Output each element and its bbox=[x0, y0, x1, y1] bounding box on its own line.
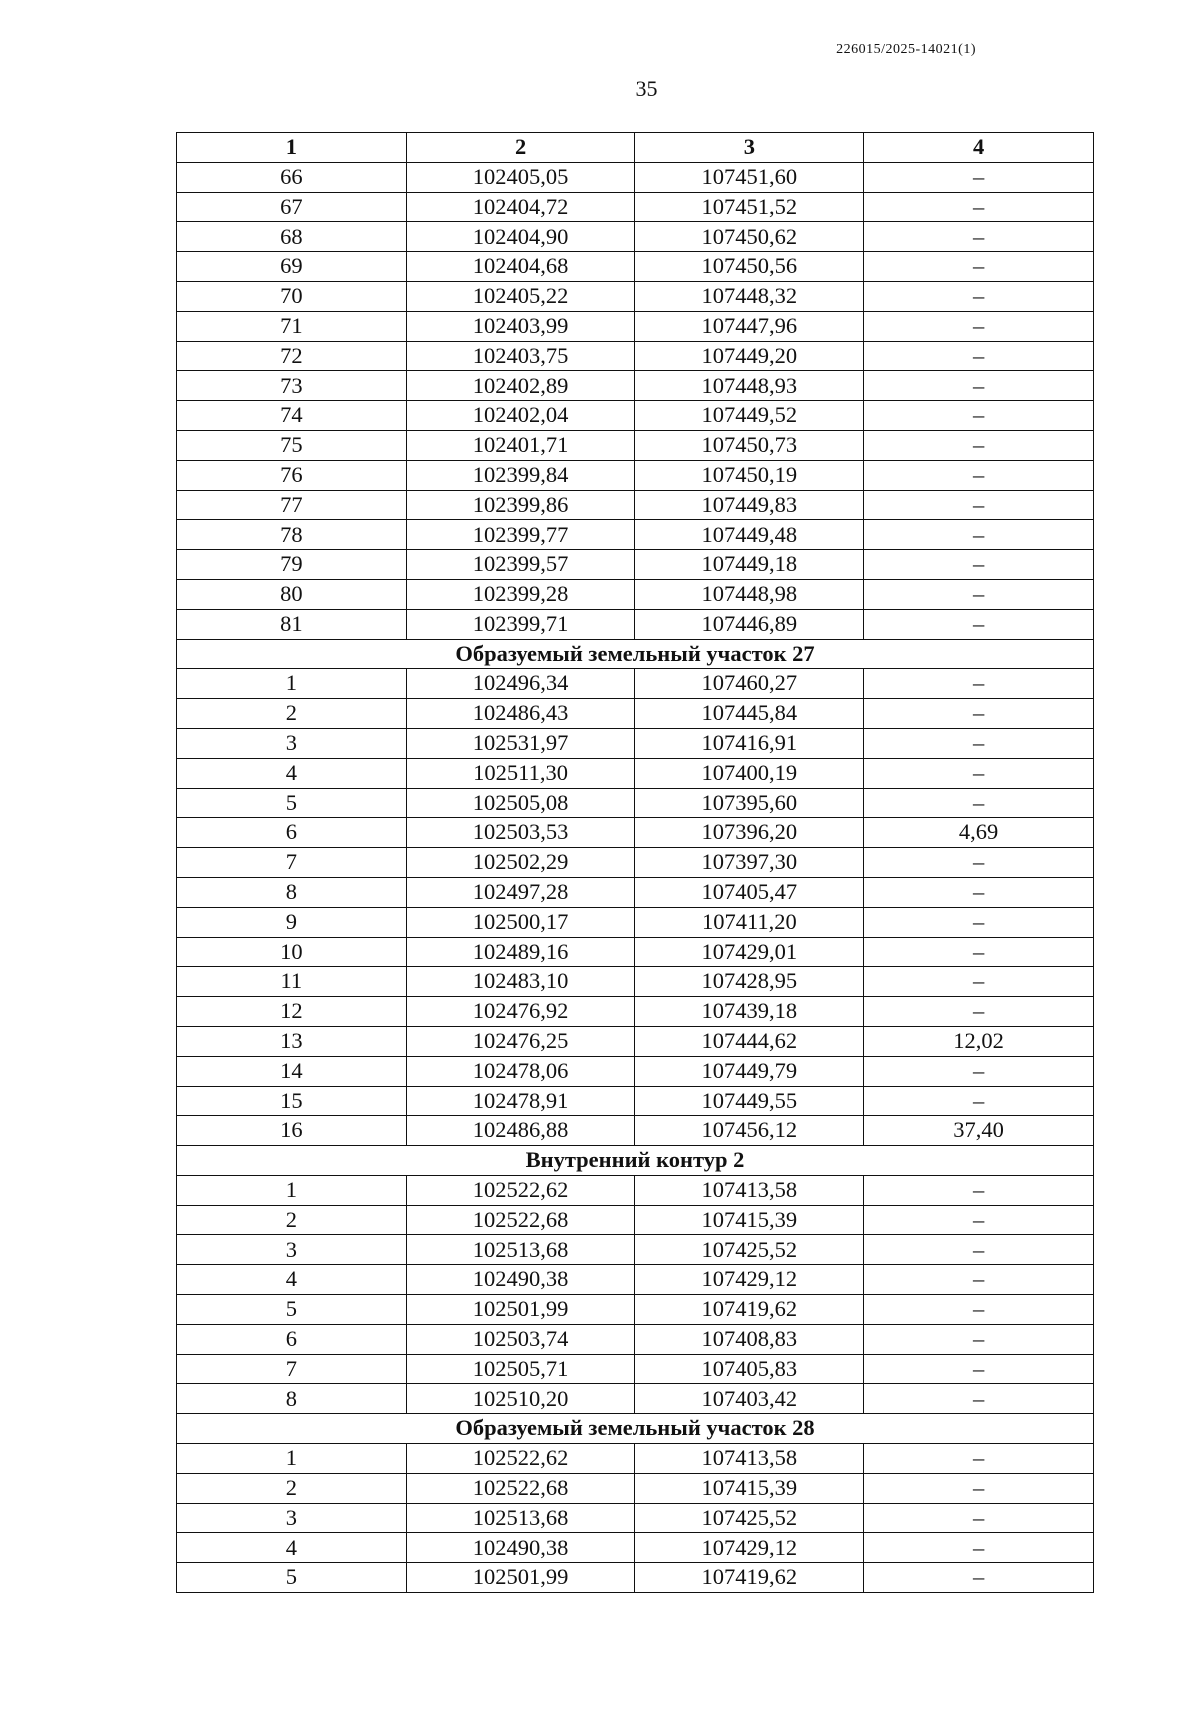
distance-value: – bbox=[864, 1473, 1094, 1503]
distance-value: – bbox=[864, 252, 1094, 282]
x-coordinate: 102502,29 bbox=[406, 848, 635, 878]
point-number: 81 bbox=[177, 609, 407, 639]
table-row bbox=[177, 907, 1094, 937]
x-coordinate: 102403,99 bbox=[406, 311, 635, 341]
y-coordinate: 107444,62 bbox=[635, 1026, 864, 1056]
x-coordinate: 102513,68 bbox=[406, 1235, 635, 1265]
y-coordinate: 107439,18 bbox=[635, 997, 864, 1027]
table-row bbox=[177, 1295, 1094, 1325]
x-coordinate: 102503,74 bbox=[406, 1324, 635, 1354]
section-title: Образуемый земельный участок 27 bbox=[177, 639, 1094, 669]
table-row bbox=[177, 1086, 1094, 1116]
distance-value: – bbox=[864, 311, 1094, 341]
table-row bbox=[177, 579, 1094, 609]
distance-value: – bbox=[864, 460, 1094, 490]
y-coordinate: 107450,62 bbox=[635, 222, 864, 252]
table-row bbox=[177, 1563, 1094, 1593]
y-coordinate: 107446,89 bbox=[635, 609, 864, 639]
point-number: 12 bbox=[177, 997, 407, 1027]
point-number: 5 bbox=[177, 1295, 407, 1325]
point-number: 4 bbox=[177, 758, 407, 788]
point-number: 68 bbox=[177, 222, 407, 252]
section-row bbox=[177, 1414, 1094, 1444]
table-row bbox=[177, 1324, 1094, 1354]
y-coordinate: 107408,83 bbox=[635, 1324, 864, 1354]
distance-value: – bbox=[864, 430, 1094, 460]
distance-value: – bbox=[864, 997, 1094, 1027]
distance-value: – bbox=[864, 281, 1094, 311]
x-coordinate: 102478,06 bbox=[406, 1056, 635, 1086]
y-coordinate: 107400,19 bbox=[635, 758, 864, 788]
y-coordinate: 107449,79 bbox=[635, 1056, 864, 1086]
distance-value: – bbox=[864, 162, 1094, 192]
point-number: 9 bbox=[177, 907, 407, 937]
y-coordinate: 107413,58 bbox=[635, 1175, 864, 1205]
table-row bbox=[177, 1205, 1094, 1235]
x-coordinate: 102399,77 bbox=[406, 520, 635, 550]
y-coordinate: 107413,58 bbox=[635, 1444, 864, 1474]
distance-value: 4,69 bbox=[864, 818, 1094, 848]
point-number: 4 bbox=[177, 1265, 407, 1295]
y-coordinate: 107397,30 bbox=[635, 848, 864, 878]
distance-value: – bbox=[864, 609, 1094, 639]
x-coordinate: 102402,89 bbox=[406, 371, 635, 401]
distance-value: – bbox=[864, 1295, 1094, 1325]
x-coordinate: 102510,20 bbox=[406, 1384, 635, 1414]
y-coordinate: 107419,62 bbox=[635, 1295, 864, 1325]
x-coordinate: 102486,88 bbox=[406, 1116, 635, 1146]
x-coordinate: 102401,71 bbox=[406, 430, 635, 460]
table-row bbox=[177, 520, 1094, 550]
y-coordinate: 107449,18 bbox=[635, 550, 864, 580]
section-row bbox=[177, 1146, 1094, 1176]
y-coordinate: 107411,20 bbox=[635, 907, 864, 937]
y-coordinate: 107425,52 bbox=[635, 1503, 864, 1533]
x-coordinate: 102399,86 bbox=[406, 490, 635, 520]
x-coordinate: 102399,71 bbox=[406, 609, 635, 639]
point-number: 7 bbox=[177, 848, 407, 878]
table-row bbox=[177, 877, 1094, 907]
table-row bbox=[177, 371, 1094, 401]
column-header-1: 1 bbox=[177, 133, 407, 163]
table-row bbox=[177, 937, 1094, 967]
point-number: 76 bbox=[177, 460, 407, 490]
distance-value: 37,40 bbox=[864, 1116, 1094, 1146]
point-number: 2 bbox=[177, 699, 407, 729]
point-number: 1 bbox=[177, 1444, 407, 1474]
table-row bbox=[177, 1056, 1094, 1086]
table-row bbox=[177, 460, 1094, 490]
y-coordinate: 107451,60 bbox=[635, 162, 864, 192]
distance-value: – bbox=[864, 758, 1094, 788]
distance-value: – bbox=[864, 1324, 1094, 1354]
point-number: 5 bbox=[177, 1563, 407, 1593]
y-coordinate: 107449,20 bbox=[635, 341, 864, 371]
table-header-row bbox=[177, 133, 1094, 163]
point-number: 14 bbox=[177, 1056, 407, 1086]
point-number: 80 bbox=[177, 579, 407, 609]
table-row bbox=[177, 699, 1094, 729]
x-coordinate: 102511,30 bbox=[406, 758, 635, 788]
table-row bbox=[177, 550, 1094, 580]
y-coordinate: 107451,52 bbox=[635, 192, 864, 222]
x-coordinate: 102522,62 bbox=[406, 1175, 635, 1205]
table-row bbox=[177, 967, 1094, 997]
table-body bbox=[177, 162, 1094, 1592]
x-coordinate: 102404,90 bbox=[406, 222, 635, 252]
y-coordinate: 107403,42 bbox=[635, 1384, 864, 1414]
distance-value: – bbox=[864, 1444, 1094, 1474]
y-coordinate: 107449,48 bbox=[635, 520, 864, 550]
table-row bbox=[177, 848, 1094, 878]
x-coordinate: 102399,57 bbox=[406, 550, 635, 580]
x-coordinate: 102522,68 bbox=[406, 1205, 635, 1235]
y-coordinate: 107419,62 bbox=[635, 1563, 864, 1593]
distance-value: – bbox=[864, 1533, 1094, 1563]
y-coordinate: 107425,52 bbox=[635, 1235, 864, 1265]
y-coordinate: 107429,12 bbox=[635, 1265, 864, 1295]
x-coordinate: 102505,71 bbox=[406, 1354, 635, 1384]
distance-value: – bbox=[864, 788, 1094, 818]
table-row bbox=[177, 192, 1094, 222]
x-coordinate: 102505,08 bbox=[406, 788, 635, 818]
y-coordinate: 107405,47 bbox=[635, 877, 864, 907]
x-coordinate: 102490,38 bbox=[406, 1533, 635, 1563]
y-coordinate: 107445,84 bbox=[635, 699, 864, 729]
x-coordinate: 102513,68 bbox=[406, 1503, 635, 1533]
distance-value: – bbox=[864, 490, 1094, 520]
table-row bbox=[177, 609, 1094, 639]
table-row bbox=[177, 997, 1094, 1027]
y-coordinate: 107450,19 bbox=[635, 460, 864, 490]
distance-value: – bbox=[864, 1503, 1094, 1533]
x-coordinate: 102497,28 bbox=[406, 877, 635, 907]
table-row bbox=[177, 818, 1094, 848]
x-coordinate: 102486,43 bbox=[406, 699, 635, 729]
column-header-2: 2 bbox=[406, 133, 635, 163]
point-number: 69 bbox=[177, 252, 407, 282]
distance-value: – bbox=[864, 699, 1094, 729]
table-row bbox=[177, 1354, 1094, 1384]
coordinates-table bbox=[176, 132, 1094, 1593]
table-row bbox=[177, 758, 1094, 788]
y-coordinate: 107460,27 bbox=[635, 669, 864, 699]
distance-value: – bbox=[864, 1235, 1094, 1265]
point-number: 4 bbox=[177, 1533, 407, 1563]
distance-value: – bbox=[864, 937, 1094, 967]
point-number: 79 bbox=[177, 550, 407, 580]
y-coordinate: 107450,56 bbox=[635, 252, 864, 282]
y-coordinate: 107449,55 bbox=[635, 1086, 864, 1116]
table-row bbox=[177, 728, 1094, 758]
distance-value: – bbox=[864, 550, 1094, 580]
y-coordinate: 107396,20 bbox=[635, 818, 864, 848]
table-row bbox=[177, 341, 1094, 371]
table-row bbox=[177, 1116, 1094, 1146]
x-coordinate: 102500,17 bbox=[406, 907, 635, 937]
table-row bbox=[177, 401, 1094, 431]
table-row bbox=[177, 490, 1094, 520]
point-number: 78 bbox=[177, 520, 407, 550]
table-row bbox=[177, 1503, 1094, 1533]
point-number: 73 bbox=[177, 371, 407, 401]
y-coordinate: 107450,73 bbox=[635, 430, 864, 460]
distance-value: – bbox=[864, 1265, 1094, 1295]
distance-value: – bbox=[864, 907, 1094, 937]
table-row bbox=[177, 222, 1094, 252]
y-coordinate: 107448,98 bbox=[635, 579, 864, 609]
y-coordinate: 107448,93 bbox=[635, 371, 864, 401]
x-coordinate: 102490,38 bbox=[406, 1265, 635, 1295]
x-coordinate: 102403,75 bbox=[406, 341, 635, 371]
section-row bbox=[177, 639, 1094, 669]
point-number: 7 bbox=[177, 1354, 407, 1384]
y-coordinate: 107415,39 bbox=[635, 1205, 864, 1235]
point-number: 1 bbox=[177, 1175, 407, 1205]
y-coordinate: 107429,12 bbox=[635, 1533, 864, 1563]
point-number: 67 bbox=[177, 192, 407, 222]
distance-value: – bbox=[864, 520, 1094, 550]
point-number: 66 bbox=[177, 162, 407, 192]
column-header-3: 3 bbox=[635, 133, 864, 163]
point-number: 3 bbox=[177, 1503, 407, 1533]
x-coordinate: 102478,91 bbox=[406, 1086, 635, 1116]
distance-value: – bbox=[864, 848, 1094, 878]
point-number: 11 bbox=[177, 967, 407, 997]
table-row bbox=[177, 788, 1094, 818]
point-number: 15 bbox=[177, 1086, 407, 1116]
section-title: Внутренний контур 2 bbox=[177, 1146, 1094, 1176]
x-coordinate: 102404,68 bbox=[406, 252, 635, 282]
distance-value: – bbox=[864, 341, 1094, 371]
table-row bbox=[177, 669, 1094, 699]
y-coordinate: 107448,32 bbox=[635, 281, 864, 311]
distance-value: – bbox=[864, 877, 1094, 907]
point-number: 72 bbox=[177, 341, 407, 371]
table-row bbox=[177, 1265, 1094, 1295]
column-header-4: 4 bbox=[864, 133, 1094, 163]
y-coordinate: 107428,95 bbox=[635, 967, 864, 997]
y-coordinate: 107429,01 bbox=[635, 937, 864, 967]
x-coordinate: 102522,62 bbox=[406, 1444, 635, 1474]
x-coordinate: 102503,53 bbox=[406, 818, 635, 848]
table-row bbox=[177, 311, 1094, 341]
x-coordinate: 102399,28 bbox=[406, 579, 635, 609]
x-coordinate: 102405,05 bbox=[406, 162, 635, 192]
distance-value: – bbox=[864, 401, 1094, 431]
point-number: 1 bbox=[177, 669, 407, 699]
y-coordinate: 107415,39 bbox=[635, 1473, 864, 1503]
point-number: 2 bbox=[177, 1473, 407, 1503]
distance-value: – bbox=[864, 967, 1094, 997]
distance-value: – bbox=[864, 1384, 1094, 1414]
distance-value: – bbox=[864, 728, 1094, 758]
table-row bbox=[177, 252, 1094, 282]
y-coordinate: 107449,52 bbox=[635, 401, 864, 431]
y-coordinate: 107405,83 bbox=[635, 1354, 864, 1384]
distance-value: – bbox=[864, 579, 1094, 609]
y-coordinate: 107395,60 bbox=[635, 788, 864, 818]
point-number: 5 bbox=[177, 788, 407, 818]
point-number: 74 bbox=[177, 401, 407, 431]
distance-value: – bbox=[864, 222, 1094, 252]
table-row bbox=[177, 1026, 1094, 1056]
section-title: Образуемый земельный участок 28 bbox=[177, 1414, 1094, 1444]
point-number: 2 bbox=[177, 1205, 407, 1235]
point-number: 13 bbox=[177, 1026, 407, 1056]
x-coordinate: 102476,25 bbox=[406, 1026, 635, 1056]
table-row bbox=[177, 1444, 1094, 1474]
distance-value: – bbox=[864, 1056, 1094, 1086]
document-id: 226015/2025-14021(1) bbox=[836, 42, 976, 57]
y-coordinate: 107447,96 bbox=[635, 311, 864, 341]
distance-value: – bbox=[864, 1563, 1094, 1593]
x-coordinate: 102402,04 bbox=[406, 401, 635, 431]
distance-value: – bbox=[864, 669, 1094, 699]
point-number: 70 bbox=[177, 281, 407, 311]
point-number: 6 bbox=[177, 1324, 407, 1354]
y-coordinate: 107449,83 bbox=[635, 490, 864, 520]
table-row bbox=[177, 162, 1094, 192]
table-row bbox=[177, 1235, 1094, 1265]
x-coordinate: 102501,99 bbox=[406, 1563, 635, 1593]
point-number: 8 bbox=[177, 877, 407, 907]
distance-value: – bbox=[864, 192, 1094, 222]
point-number: 10 bbox=[177, 937, 407, 967]
distance-value: – bbox=[864, 1354, 1094, 1384]
distance-value: – bbox=[864, 371, 1094, 401]
x-coordinate: 102489,16 bbox=[406, 937, 635, 967]
distance-value: – bbox=[864, 1205, 1094, 1235]
table-row bbox=[177, 281, 1094, 311]
point-number: 77 bbox=[177, 490, 407, 520]
table-row bbox=[177, 1473, 1094, 1503]
distance-value: 12,02 bbox=[864, 1026, 1094, 1056]
page-number: 35 bbox=[635, 76, 658, 101]
table-row bbox=[177, 1384, 1094, 1414]
point-number: 75 bbox=[177, 430, 407, 460]
table-row bbox=[177, 430, 1094, 460]
y-coordinate: 107456,12 bbox=[635, 1116, 864, 1146]
point-number: 6 bbox=[177, 818, 407, 848]
point-number: 8 bbox=[177, 1384, 407, 1414]
table-row bbox=[177, 1533, 1094, 1563]
x-coordinate: 102399,84 bbox=[406, 460, 635, 490]
point-number: 3 bbox=[177, 728, 407, 758]
x-coordinate: 102476,92 bbox=[406, 997, 635, 1027]
x-coordinate: 102496,34 bbox=[406, 669, 635, 699]
x-coordinate: 102531,97 bbox=[406, 728, 635, 758]
point-number: 16 bbox=[177, 1116, 407, 1146]
x-coordinate: 102483,10 bbox=[406, 967, 635, 997]
distance-value: – bbox=[864, 1175, 1094, 1205]
point-number: 71 bbox=[177, 311, 407, 341]
x-coordinate: 102405,22 bbox=[406, 281, 635, 311]
x-coordinate: 102522,68 bbox=[406, 1473, 635, 1503]
point-number: 3 bbox=[177, 1235, 407, 1265]
distance-value: – bbox=[864, 1086, 1094, 1116]
y-coordinate: 107416,91 bbox=[635, 728, 864, 758]
table-row bbox=[177, 1175, 1094, 1205]
x-coordinate: 102501,99 bbox=[406, 1295, 635, 1325]
x-coordinate: 102404,72 bbox=[406, 192, 635, 222]
